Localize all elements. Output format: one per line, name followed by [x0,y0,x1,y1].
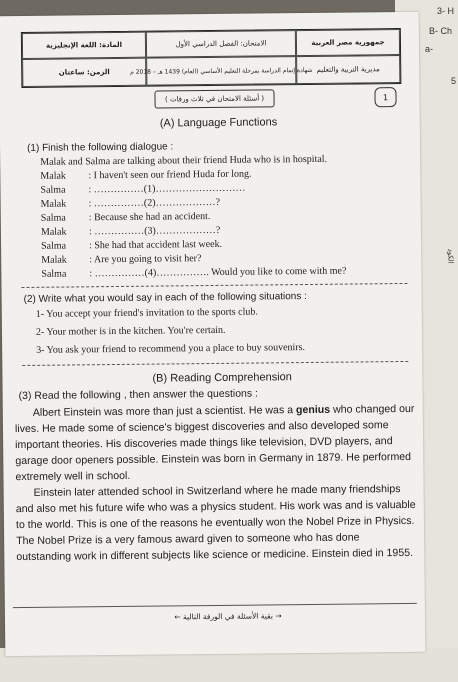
dialogue-line [40,169,251,182]
divider [13,603,417,608]
dialogue-line [41,197,220,210]
dialogue-text: : ……………(4)……………. Would you like to come with me? [89,265,347,280]
reading-text: Einstein later attended school in Switzerland where he made many friendships and also met his future wife who was a physics student. His work was and is valuable to the world. This is one of the reasons he eventually won the Nobel Prize in Physics. The Nobel Prize is a very famous award given to someone who has done outstanding work in different subjects like science or medicine. Einstein died in 1955. [15,483,416,564]
dialogue-line [41,266,346,280]
pages-note: ( أسئلة الامتحان في ثلاث ورقات ) [154,89,274,108]
dialogue-speaker: Salma [41,240,67,252]
dialogue-text: : She had that accident last week. [89,238,223,252]
exam-header-table [21,28,402,88]
divider [21,283,407,288]
dialogue-line [41,225,220,238]
question-3-heading: (3) Read the following , then answer the questions : [18,387,259,403]
page-number-badge: 1 [374,87,396,107]
situation-item: 2- Your mother is in the kitchen. You're certain. [35,324,226,338]
dialogue-text: : ……………(1)……………………… [88,182,246,196]
reading-paragraph-2 [16,481,417,566]
back-sheet-text: B- Ch [429,26,453,36]
dialogue-speaker: Malak [40,198,67,210]
dialogue-speaker: Malak [40,170,66,182]
reading-text: Albert Einstein was more than just a scientist. He was a [32,404,297,419]
reading-text: who changed our lives. He made some of science's biggest discoveries and also developed some important theories. His discoveries made things like television, DVD players, and garage door openers possible. Einstein was born in Germany in 1879. He performed extremely well in school. [14,402,415,484]
header-certificate: شهادة إتمام الدراسة بمرحلة التعليم الأساسي (العام) 1439 هـ – 2018 م [146,56,296,86]
back-sheet-text: الكود [446,248,454,264]
dialogue-speaker: Salma [40,212,66,224]
dialogue-line [41,253,201,266]
reading-bold-word: genius [295,403,331,417]
dialogue-text: : ……………(2)………………? [88,196,221,210]
back-sheet-text: 3- H [437,6,455,16]
back-sheet-text: 5 [451,76,457,86]
reading-paragraph-1 [15,401,416,486]
situation-item: 1- You accept your friend's invitation to the sports club. [35,306,258,320]
dialogue-text: : ……………(3)………………? [88,224,221,238]
divider [22,361,408,366]
question-1-heading: (1) Finish the following dialogue : [26,141,174,154]
continue-note: → بقية الأسئلة في الورقة التالية ← [174,611,282,622]
situation-item: 3- You ask your friend to recommend you a place to buy souvenirs. [36,342,306,356]
question-2-heading: (2) Write what you would say in each of the following situations : [23,291,307,305]
header-time: الزمن: ساعتان [22,58,146,87]
dialogue-text: : Because she had an accident. [88,211,211,224]
dialogue-speaker: Salma [41,268,67,280]
dialogue-speaker: Salma [40,184,66,196]
back-sheet-text: a- [425,44,434,54]
section-b-title: (B) Reading Comprehension [152,371,292,385]
header-exam-term: الامتحان: الفصل الدراسي الأول [146,30,296,58]
dialogue-line [40,183,245,196]
header-subject: المادة: اللغة الإنجليزية [22,32,146,59]
exam-page [0,12,425,656]
header-governorate: جمهورية مصر العربية [296,29,400,56]
header-directorate: مديرية التربية والتعليم [296,55,400,84]
section-a-title: (A) Language Functions [159,116,278,130]
dialogue-speaker: Malak [41,254,67,266]
dialogue-intro: Malak and Salma are talking about their friend Huda who is in hospital. [40,153,328,168]
dialogue-text: : I haven't seen our friend Huda for long. [88,168,252,182]
dialogue-speaker: Malak [40,226,67,238]
dialogue-line [41,211,211,224]
dialogue-line [41,239,222,252]
dialogue-text: : Are you going to visit her? [89,253,202,266]
